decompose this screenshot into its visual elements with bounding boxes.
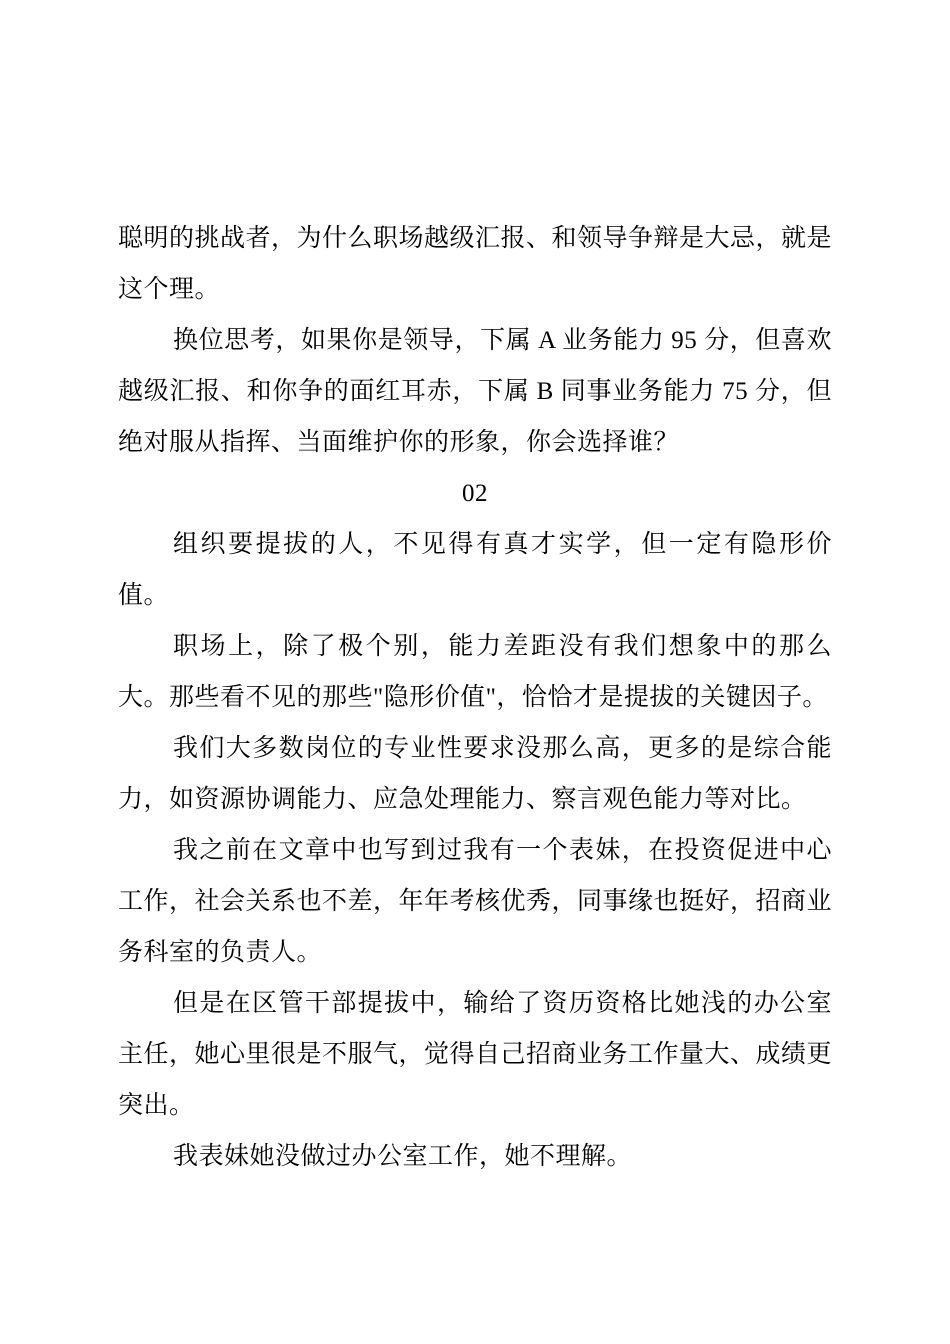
paragraph: 我们大多数岗位的专业性要求没那么高，更多的是综合能力，如资源协调能力、应急处理能力、察言观色能力等对比。: [118, 735, 832, 813]
paragraph: 职场上，除了极个别，能力差距没有我们想象中的那么大。那些看不见的那些"隐形价值"，恰恰才是提拔的关键因子。: [118, 633, 832, 711]
paragraph: 组织要提拔的人，不见得有真才实学，但一定有隐形价值。: [118, 531, 832, 609]
paragraph: 换位思考，如果你是领导，下属 A 业务能力 95 分，但喜欢越级汇报、和你争的面红耳赤，下属 B 同事业务能力 75 分，但绝对服从指挥、当面维护你的形象，你会选择谁？: [118, 327, 832, 456]
paragraph: 但是在区管干部提拔中，输给了资历资格比她浅的办公室主任，她心里很是不服气，觉得自己招商业务工作量大、成绩更突出。: [118, 990, 833, 1119]
document-body: [118, 213, 832, 1182]
paragraph: 我表妹她没做过办公室工作，她不理解。: [173, 1143, 633, 1170]
section-heading: 02: [462, 480, 488, 507]
paragraph: 聪明的挑战者，为什么职场越级汇报、和领导争辩是大忌，就是这个理。: [118, 225, 833, 303]
paragraph: 我之前在文章中也写到过我有一个表妹，在投资促进中心工作，社会关系也不差，年年考核优秀，同事缘也挺好，招商业务科室的负责人。: [118, 837, 833, 966]
